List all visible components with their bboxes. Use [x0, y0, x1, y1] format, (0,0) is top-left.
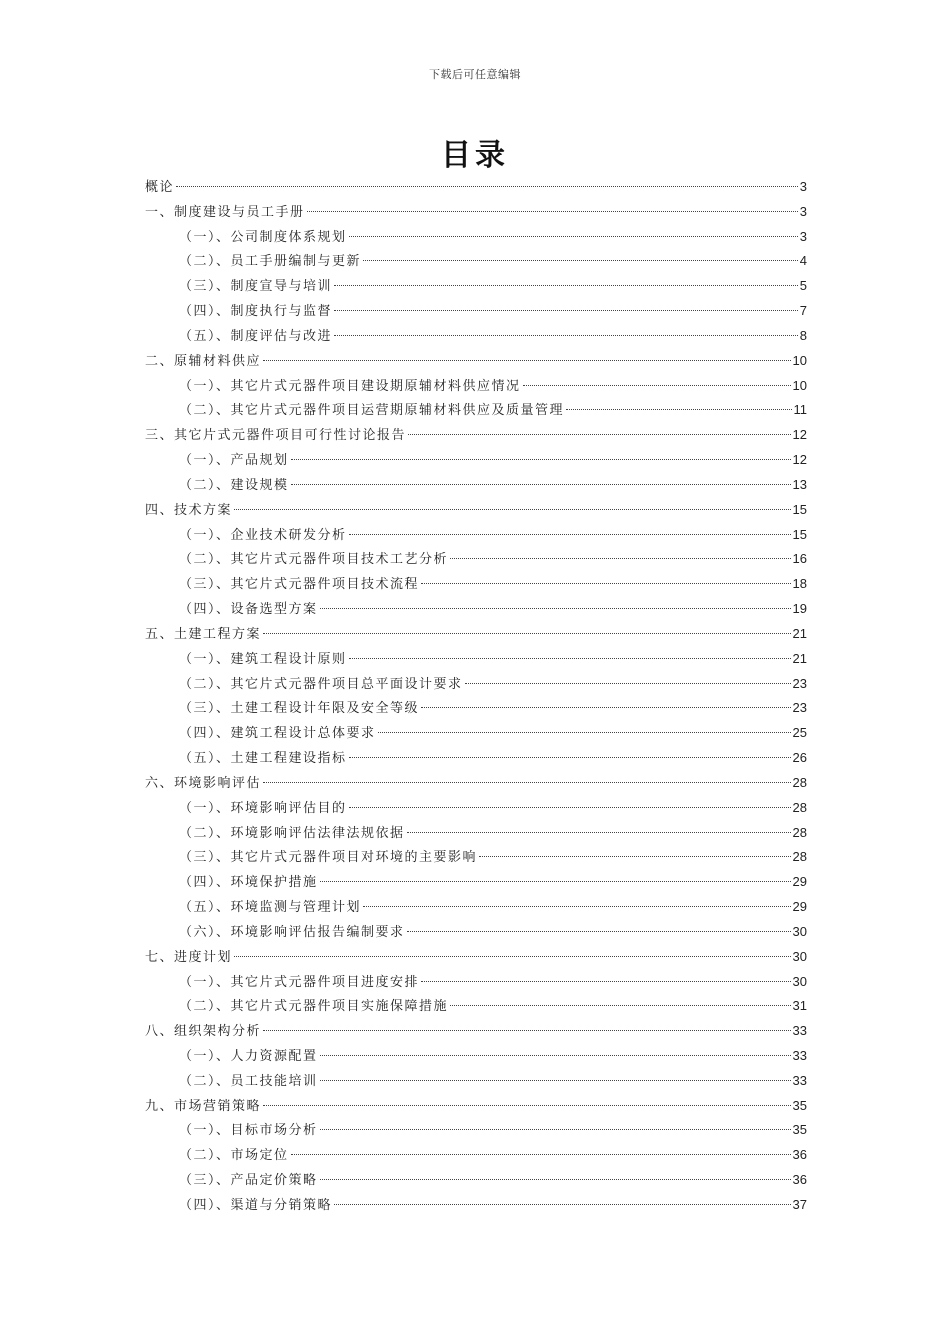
dot-leader [320, 1055, 791, 1056]
dot-leader [407, 832, 791, 833]
toc-entry-label: 概论 [145, 180, 175, 195]
dot-leader [291, 1154, 791, 1155]
toc-entry-label: （三）、土建工程设计年限及安全等级 [179, 701, 420, 717]
toc-entry-label: 一、制度建设与员工手册 [145, 204, 305, 220]
toc-entry-label: （三）、其它片式元器件项目技术流程 [179, 577, 420, 593]
toc-entry-label: （二）、环境影响评估法律法规依据 [179, 825, 405, 841]
toc-entry-page-number: 3 [799, 228, 807, 244]
dot-leader [320, 881, 791, 882]
toc-entry-label: 三、其它片式元器件项目可行性讨论报告 [145, 428, 407, 444]
toc-entry-page-number: 33 [792, 1072, 807, 1088]
toc-entry-label: 九、市场营销策略 [145, 1098, 262, 1114]
toc-entry-page-number: 26 [792, 750, 807, 766]
toc-entry[interactable] [145, 771, 807, 796]
toc-entry-page-number: 8 [799, 327, 807, 343]
dot-leader [349, 658, 791, 659]
toc-entry[interactable] [145, 374, 807, 399]
toc-entry-page-number: 3 [799, 203, 807, 219]
toc-entry-page-number: 3 [799, 179, 807, 194]
dot-leader [450, 558, 791, 559]
toc-entry-page-number: 12 [792, 427, 807, 443]
dot-leader [421, 707, 791, 708]
toc-entry[interactable] [145, 796, 807, 821]
dot-leader [349, 534, 791, 535]
dot-leader [234, 956, 791, 957]
dot-leader [407, 931, 791, 932]
dot-leader [378, 732, 791, 733]
toc-entry-label: 四、技术方案 [145, 502, 233, 518]
toc-entry-label: （五）、制度评估与改进 [179, 328, 333, 344]
toc-entry-label: 二、原辅材料供应 [145, 353, 262, 369]
toc-entry[interactable] [145, 746, 807, 771]
toc-entry[interactable] [145, 945, 807, 970]
toc-entry[interactable] [145, 1069, 807, 1094]
toc-entry-label: 六、环境影响评估 [145, 775, 262, 791]
toc-entry-label: （一）、企业技术研发分析 [179, 527, 347, 543]
toc-entry-page-number: 29 [792, 874, 807, 890]
toc-entry[interactable] [145, 870, 807, 895]
toc-entry-page-number: 35 [792, 1122, 807, 1138]
toc-list [145, 175, 807, 1218]
dot-leader [334, 310, 798, 311]
dot-leader [421, 981, 791, 982]
toc-entry-page-number: 36 [792, 1172, 807, 1188]
dot-leader [363, 260, 798, 261]
toc-entry-page-number: 11 [793, 402, 807, 418]
toc-entry-page-number: 7 [799, 303, 807, 319]
toc-entry-page-number: 35 [792, 1097, 807, 1113]
toc-entry-page-number: 10 [792, 377, 807, 393]
toc-entry-label: 五、土建工程方案 [145, 626, 262, 642]
toc-entry-label: （二）、其它片式元器件项目总平面设计要求 [179, 676, 463, 692]
toc-entry[interactable] [145, 324, 807, 349]
toc-entry-label: （二）、其它片式元器件项目技术工艺分析 [179, 552, 449, 568]
toc-entry[interactable] [145, 647, 807, 672]
toc-entry-page-number: 33 [792, 1023, 807, 1039]
toc-entry-page-number: 21 [792, 625, 807, 641]
toc-entry[interactable] [145, 622, 807, 647]
dot-leader [320, 1179, 791, 1180]
dot-leader [263, 633, 791, 634]
toc-entry-page-number: 13 [792, 476, 807, 492]
dot-leader [334, 1204, 791, 1205]
toc-entry-label: （四）、渠道与分销策略 [179, 1197, 333, 1213]
toc-entry-page-number: 19 [792, 601, 807, 617]
toc-entry-label: （一）、其它片式元器件项目进度安排 [179, 974, 420, 990]
dot-leader [263, 782, 791, 783]
dot-leader [320, 1080, 791, 1081]
toc-entry[interactable] [145, 597, 807, 622]
toc-entry[interactable] [145, 1019, 807, 1044]
toc-entry-label: （二）、其它片式元器件项目运营期原辅材料供应及质量管理 [179, 403, 565, 419]
toc-entry[interactable] [145, 994, 807, 1019]
toc-entry-page-number: 5 [799, 278, 807, 294]
toc-entry-label: （二）、市场定位 [179, 1148, 289, 1164]
toc-entry-page-number: 25 [792, 725, 807, 741]
toc-entry-label: 七、进度计划 [145, 949, 233, 965]
toc-entry[interactable] [145, 175, 807, 200]
toc-entry[interactable] [145, 1143, 807, 1168]
toc-entry-page-number: 4 [799, 253, 807, 269]
header-note: 下载后可任意编辑 [429, 68, 521, 81]
toc-entry[interactable] [145, 299, 807, 324]
toc-entry-page-number: 21 [792, 650, 807, 666]
toc-entry-page-number: 31 [792, 998, 807, 1014]
dot-leader [479, 856, 791, 857]
toc-entry[interactable] [145, 249, 807, 274]
dot-leader [334, 335, 798, 336]
toc-entry-label: （四）、制度执行与监督 [179, 304, 333, 320]
toc-entry-page-number: 28 [792, 849, 807, 865]
toc-entry-label: （一）、其它片式元器件项目建设期原辅材料供应情况 [179, 378, 521, 394]
toc-entry[interactable] [145, 200, 807, 225]
toc-entry[interactable] [145, 423, 807, 448]
toc-entry-page-number: 28 [792, 824, 807, 840]
toc-entry-label: （一）、人力资源配置 [179, 1048, 318, 1064]
toc-entry-label: （二）、员工技能培训 [179, 1073, 318, 1089]
dot-leader [363, 906, 791, 907]
dot-leader [263, 1030, 791, 1031]
dot-leader [291, 484, 791, 485]
dot-leader [263, 1105, 791, 1106]
dot-leader [421, 583, 791, 584]
toc-entry-page-number: 23 [792, 700, 807, 716]
toc-entry[interactable] [145, 672, 807, 697]
toc-entry[interactable] [145, 696, 807, 721]
toc-entry[interactable] [145, 1094, 807, 1119]
dot-leader [465, 683, 791, 684]
toc-entry-page-number: 30 [792, 973, 807, 989]
toc-entry-label: （二）、建设规模 [179, 477, 289, 493]
dot-leader [523, 385, 791, 386]
dot-leader [450, 1005, 791, 1006]
toc-entry[interactable] [145, 473, 807, 498]
toc-entry[interactable] [145, 821, 807, 846]
dot-leader [349, 807, 791, 808]
toc-entry-page-number: 28 [792, 799, 807, 815]
toc-entry-label: （一）、产品规划 [179, 453, 289, 469]
toc-entry-label: （四）、建筑工程设计总体要求 [179, 726, 376, 742]
toc-entry-page-number: 30 [792, 923, 807, 939]
toc-title: 目录 [441, 138, 509, 173]
toc-entry-page-number: 15 [792, 526, 807, 542]
toc-entry[interactable] [145, 498, 807, 523]
dot-leader [349, 757, 791, 758]
toc-entry-page-number: 10 [792, 352, 807, 368]
dot-leader [291, 459, 791, 460]
toc-entry-page-number: 28 [792, 774, 807, 790]
toc-entry[interactable] [145, 523, 807, 548]
toc-entry[interactable] [145, 448, 807, 473]
toc-entry-page-number: 36 [792, 1147, 807, 1163]
toc-entry-label: （三）、产品定价策略 [179, 1173, 318, 1189]
toc-entry[interactable] [145, 398, 807, 423]
toc-entry[interactable] [145, 1168, 807, 1193]
dot-leader [320, 608, 791, 609]
toc-entry-page-number: 12 [792, 452, 807, 468]
dot-leader [263, 360, 791, 361]
toc-entry-page-number: 37 [792, 1196, 807, 1212]
toc-entry[interactable] [145, 721, 807, 746]
toc-entry-page-number: 15 [792, 501, 807, 517]
toc-entry-page-number: 33 [792, 1047, 807, 1063]
toc-entry[interactable] [145, 1193, 807, 1218]
toc-entry-label: （五）、环境监测与管理计划 [179, 900, 362, 916]
dot-leader [408, 434, 791, 435]
toc-entry-label: （五）、土建工程建设指标 [179, 751, 347, 767]
toc-entry-label: （四）、设备选型方案 [179, 602, 318, 618]
dot-leader [320, 1129, 791, 1130]
toc-entry-page-number: 18 [792, 576, 807, 592]
toc-entry-label: 八、组织架构分析 [145, 1024, 262, 1040]
toc-entry[interactable] [145, 1118, 807, 1143]
toc-entry-label: （二）、员工手册编制与更新 [179, 254, 362, 270]
toc-entry-label: （一）、建筑工程设计原则 [179, 651, 347, 667]
toc-entry[interactable] [145, 572, 807, 597]
dot-leader [176, 186, 798, 187]
toc-entry-page-number: 30 [792, 948, 807, 964]
toc-entry-label: （二）、其它片式元器件项目实施保障措施 [179, 999, 449, 1015]
toc-entry-label: （四）、环境保护措施 [179, 875, 318, 891]
dot-leader [307, 211, 798, 212]
toc-entry-label: （一）、公司制度体系规划 [179, 229, 347, 245]
toc-entry[interactable] [145, 845, 807, 870]
toc-entry[interactable] [145, 1044, 807, 1069]
toc-entry-label: （三）、制度宣导与培训 [179, 279, 333, 295]
toc-entry[interactable] [145, 225, 807, 250]
toc-entry-page-number: 29 [792, 899, 807, 915]
toc-entry[interactable] [145, 349, 807, 374]
toc-entry[interactable] [145, 920, 807, 945]
toc-entry[interactable] [145, 274, 807, 299]
toc-entry-page-number: 23 [792, 675, 807, 691]
toc-entry-label: （三）、其它片式元器件项目对环境的主要影响 [179, 850, 478, 866]
dot-leader [334, 285, 798, 286]
toc-entry-label: （一）、环境影响评估目的 [179, 800, 347, 816]
toc-entry-page-number: 16 [792, 551, 807, 567]
toc-entry[interactable] [145, 547, 807, 572]
toc-entry[interactable] [145, 970, 807, 995]
dot-leader [234, 509, 791, 510]
toc-entry-label: （六）、环境影响评估报告编制要求 [179, 924, 405, 940]
dot-leader [566, 409, 791, 410]
toc-entry[interactable] [145, 895, 807, 920]
toc-entry-label: （一）、目标市场分析 [179, 1123, 318, 1139]
dot-leader [349, 236, 798, 237]
